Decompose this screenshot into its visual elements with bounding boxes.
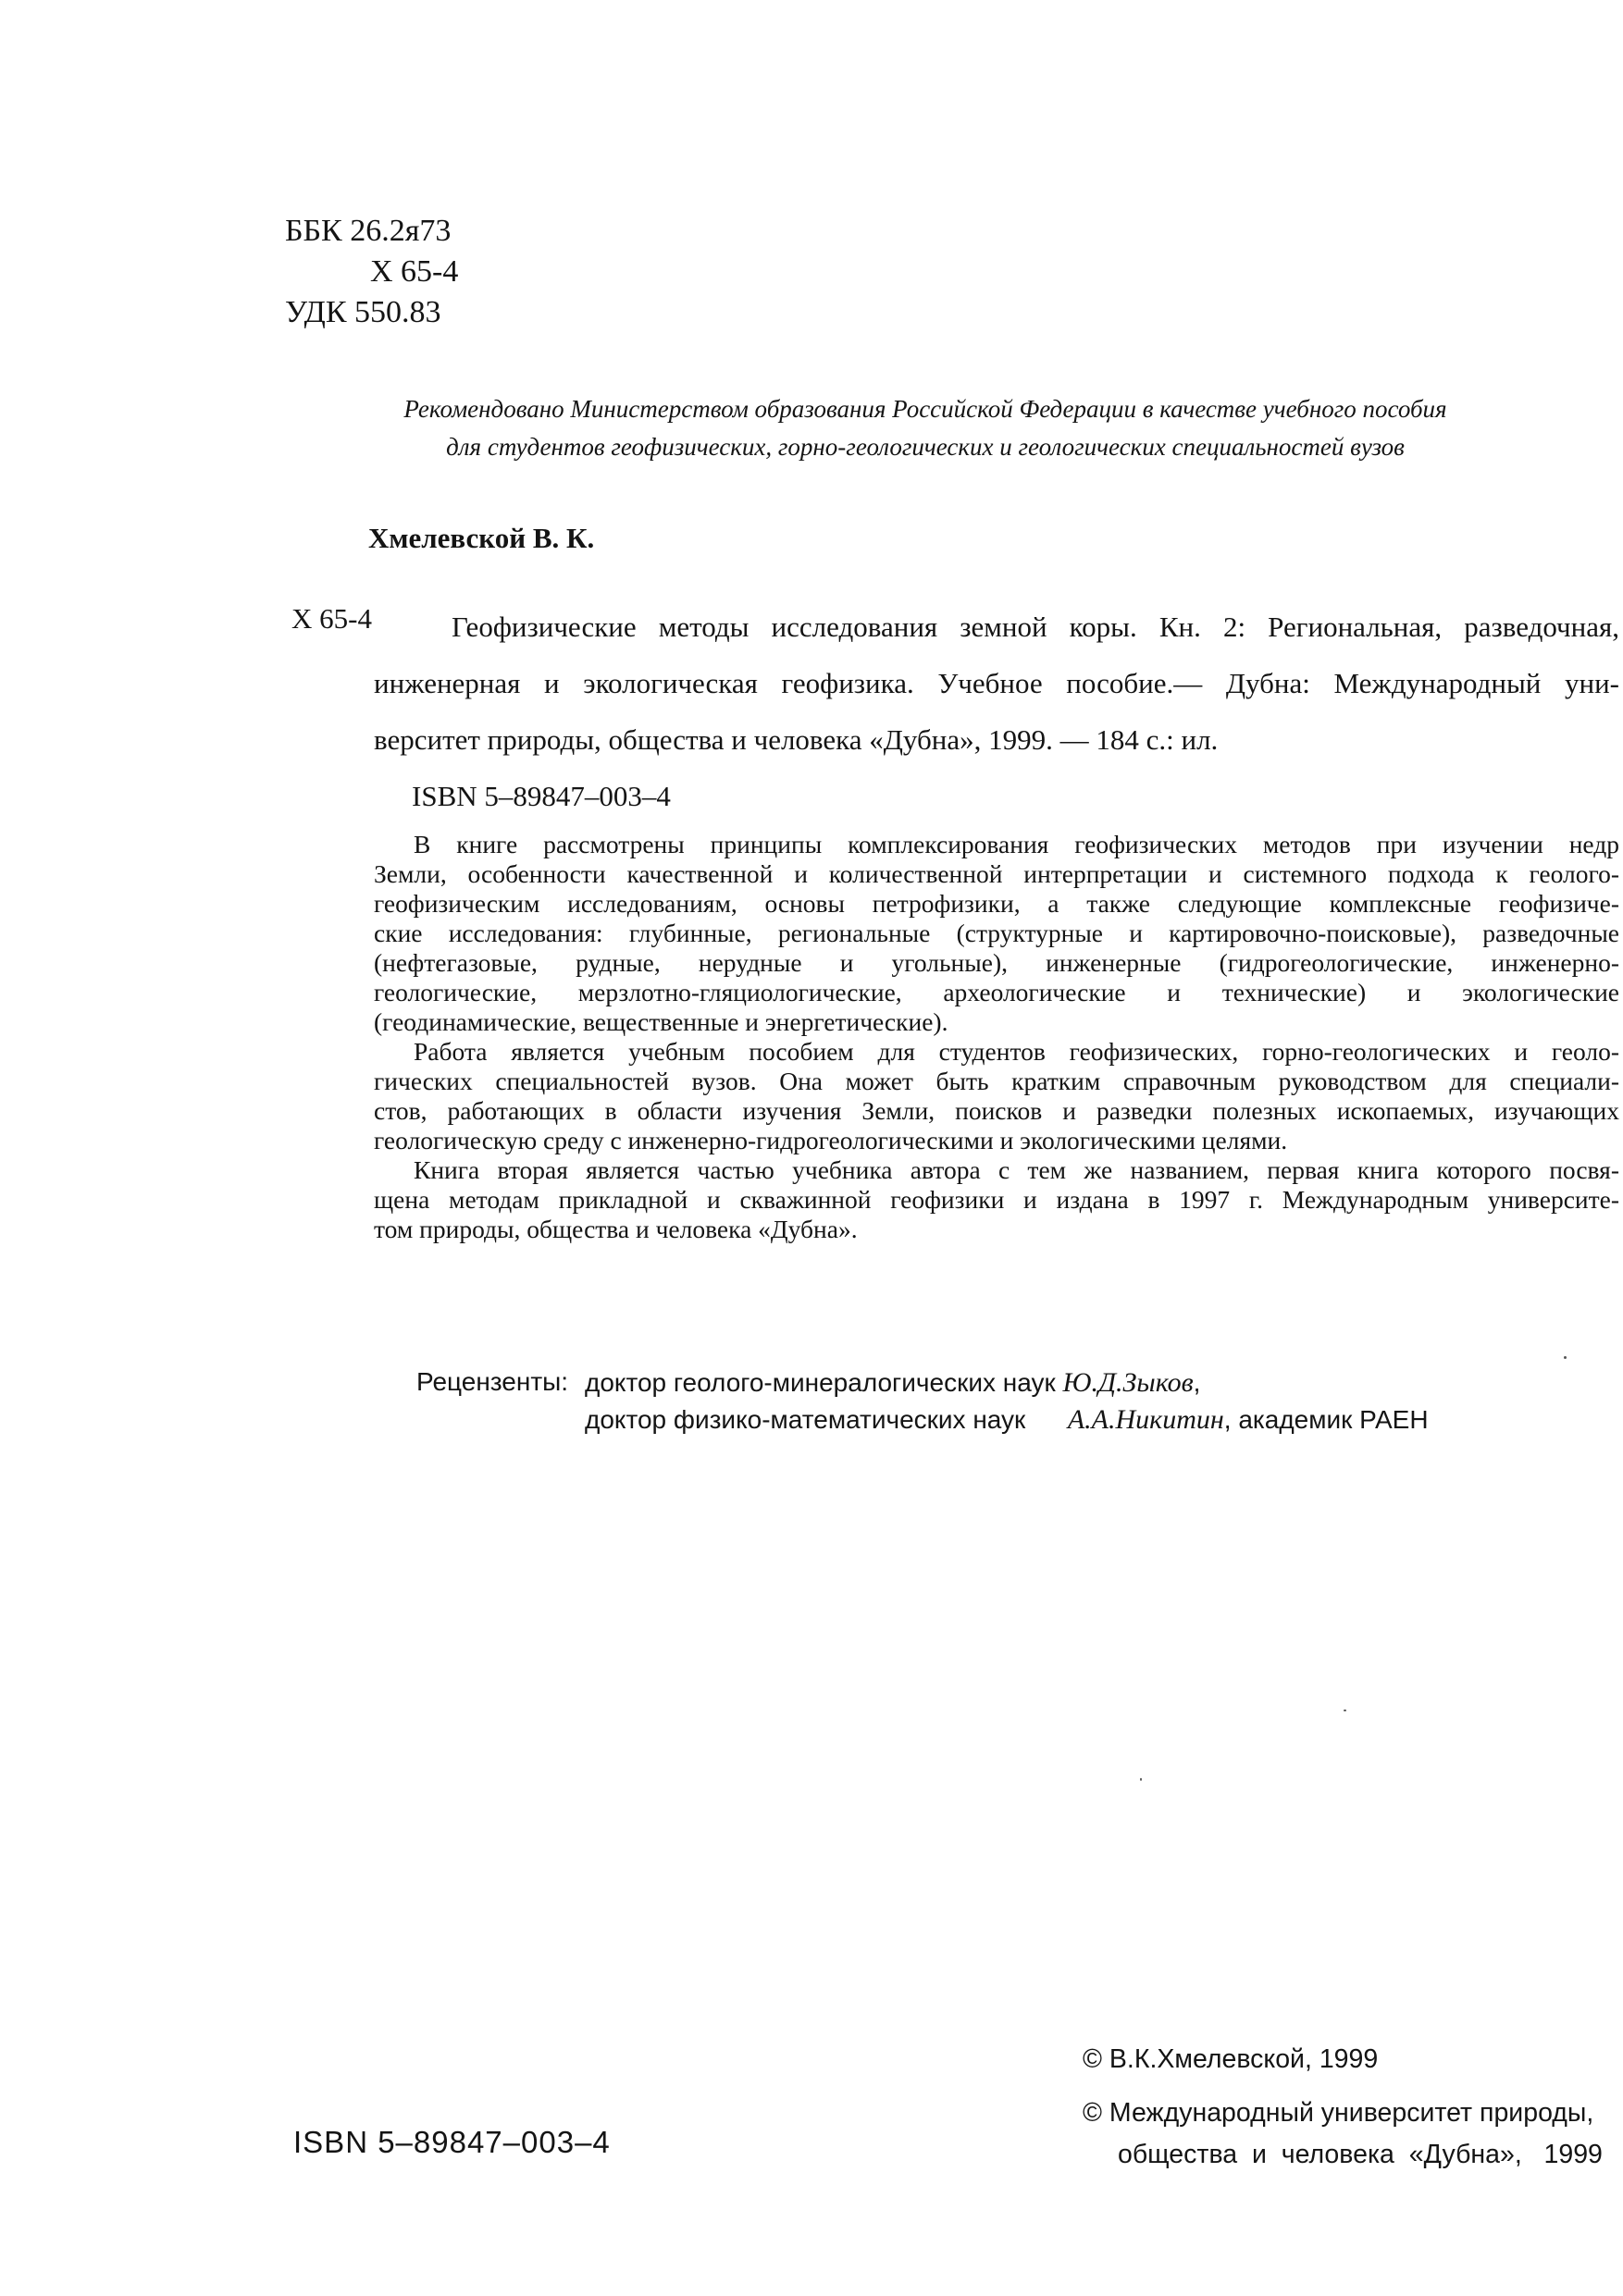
copyright-publisher: © Международный университет природы,	[1083, 2098, 1594, 2128]
copyright-publisher-cont: общества и человека «Дубна», 1999	[1118, 2140, 1603, 2169]
annotation-line: щена методам прикладной и скважинной геофизики и издана в 1997 г. Международным университе-	[374, 1185, 1619, 1214]
reviewers-label: Рецензенты:	[416, 1367, 569, 1396]
bbk-code: ББК 26.2я73	[285, 214, 452, 248]
reviewer-name: А.А.Никитин	[1067, 1404, 1224, 1435]
reviewer-name: Ю.Д.Зыков	[1062, 1367, 1194, 1398]
annotation-line: Работа является учебным пособием для студентов геофизических, горно-геологических и геоло-	[414, 1037, 1619, 1066]
annotation-line: Земли, особенности качественной и количественной интерпретации и системного подхода к геолого-	[374, 859, 1619, 888]
copyright-author: © В.К.Хмелевской, 1999	[1083, 2044, 1379, 2074]
annotation-line: В книге рассмотрены принципы комплексирования геофизических методов при изучении недр	[414, 830, 1619, 858]
udk-code: УДК 550.83	[285, 295, 441, 329]
annotation-line: (нефтегазовые, рудные, нерудные и угольные), инженерные (гидрогеологические, инженерно-	[374, 948, 1619, 977]
reviewer-suffix: ,	[1193, 1368, 1201, 1397]
reviewer-suffix: , академик РАЕН	[1223, 1405, 1429, 1434]
annotation-line: ские исследования: глубинные, региональные (структурные и картировочно-поисковые), разведочные	[374, 919, 1619, 947]
bib-line: инженерная и экологическая геофизика. Учебное пособие.— Дубна: Международный уни-	[374, 667, 1619, 699]
ministry-recommendation	[278, 390, 1573, 466]
annotation-paragraph	[374, 1037, 1619, 1155]
bib-line: Геофизические методы исследования земной коры. Кн. 2: Региональная, разведочная,	[452, 611, 1619, 643]
annotation-paragraph	[374, 830, 1619, 1037]
annotation-line: геологические, мерзлотно-гляциологические, археологические и технические) и экологические	[374, 978, 1619, 1006]
scan-speck	[1344, 1710, 1346, 1711]
annotation-paragraph	[374, 1155, 1619, 1244]
reviewer-title: доктор физико-математических наук	[585, 1405, 1026, 1434]
annotation-line: (геодинамические, вещественные и энергетические).	[374, 1007, 948, 1036]
reviewer-title: доктор геолого-минералогических наук	[585, 1368, 1056, 1397]
annotation-line: стов, работающих в области изучения Земли, поисков и разведки полезных ископаемых, изучающих	[374, 1096, 1619, 1125]
annotation-line: Книга вторая является частью учебника автора с тем же названием, первая книга которого посвя-	[414, 1155, 1619, 1184]
reviewer-2	[585, 1404, 1429, 1436]
reviewer-1	[585, 1367, 1200, 1399]
annotation	[374, 830, 1619, 1244]
bibliographic-description	[374, 599, 1619, 824]
footer-isbn: ISBN 5–89847–003–4	[293, 2125, 611, 2159]
annotation-line: геофизическим исследованиям, основы петрофизики, а также следующие комплексные геофизиче-	[374, 889, 1619, 918]
recommendation-line: Рекомендовано Министерством образования Российской Федерации в качестве учебного пособия	[403, 395, 1447, 423]
scan-speck	[1140, 1778, 1142, 1781]
annotation-line: гических специальностей вузов. Она может быть кратким справочным руководством для специали-	[374, 1067, 1619, 1095]
bibliographic-code: Х 65-4	[291, 602, 372, 635]
bib-isbn: ISBN 5–89847–003–4	[412, 780, 671, 812]
bib-line: верситет природы, общества и человека «Дубна», 1999. — 184 с.: ил.	[374, 723, 1219, 756]
recommendation-line: для студентов геофизических, горно-геологических и геологических специальностей вузов	[446, 433, 1405, 461]
annotation-line: геологическую среду с инженерно-гидрогеологическими и экологическими целями.	[374, 1126, 1288, 1154]
annotation-line: том природы, общества и человека «Дубна».	[374, 1215, 858, 1243]
author-name: Хмелевской В. К.	[368, 522, 595, 554]
scan-speck	[1564, 1356, 1567, 1359]
author-mark: Х 65-4	[370, 254, 459, 289]
